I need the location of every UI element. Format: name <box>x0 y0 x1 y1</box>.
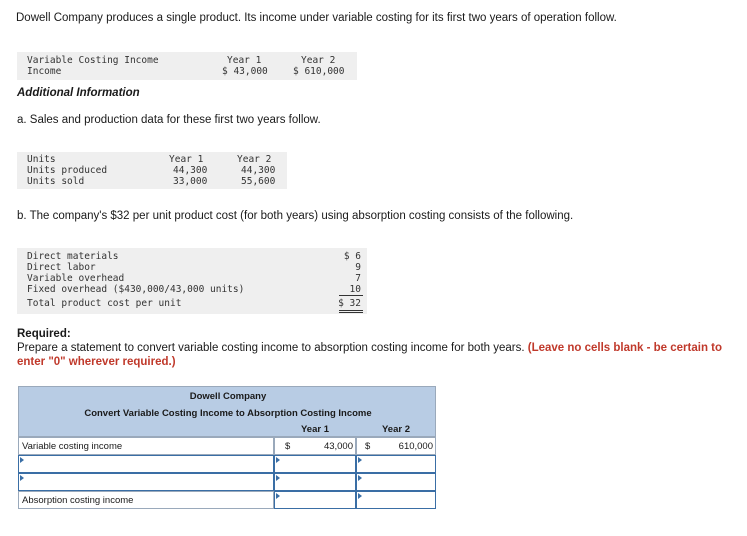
dollar-sign: $ <box>365 441 371 452</box>
absorption-costing-income-label: Absorption costing income <box>22 495 134 506</box>
cost-table <box>17 248 367 314</box>
adjustment-year2-input-1[interactable] <box>356 455 436 473</box>
input-marker-icon <box>276 475 280 481</box>
intro-text: Dowell Company produces a single product. Its income under variable costing for its first two years of operation follow. <box>16 12 617 24</box>
variable-income-year2: 610,000 <box>398 441 433 452</box>
adjustment-year1-input-1[interactable] <box>274 455 356 473</box>
income-header-label: Variable Costing Income <box>27 55 159 66</box>
row1-year1-cell <box>274 437 356 455</box>
adjustment-label-input-2[interactable] <box>18 473 274 491</box>
input-marker-icon <box>358 457 362 463</box>
adjustment-year1-input-2[interactable] <box>274 473 356 491</box>
row1-label-cell <box>18 437 274 455</box>
absorption-income-year2-input[interactable] <box>356 491 436 509</box>
input-marker-icon <box>276 493 280 499</box>
absorption-income-year1-input[interactable] <box>274 491 356 509</box>
dropdown-arrow-icon <box>20 475 24 481</box>
cost-row-label: Direct labor <box>27 262 96 273</box>
adjustment-year2-input-2[interactable] <box>356 473 436 491</box>
part-b-text: b. The company's $32 per unit product cost (for both years) using absorption costing consists of the following. <box>17 210 574 222</box>
units-header-label: Units <box>27 154 56 165</box>
part-a-text: a. Sales and production data for these first two years follow. <box>17 114 321 126</box>
income-year1-value: $ 43,000 <box>222 66 268 77</box>
income-header-year1: Year 1 <box>227 55 262 66</box>
cost-row-label: Variable overhead <box>27 273 125 284</box>
statement-title: Convert Variable Costing Income to Absorption Costing Income <box>84 408 372 419</box>
units-header-year2: Year 2 <box>237 154 272 165</box>
cost-row-value: $ 6 <box>343 251 361 262</box>
input-marker-icon <box>358 475 362 481</box>
required-heading: Required: <box>17 328 71 340</box>
units-produced-year1: 44,300 <box>173 165 208 176</box>
cost-row-label: Fixed overhead ($430,000/43,000 units) <box>27 284 245 295</box>
subtotal-rule <box>339 295 363 296</box>
required-text-block <box>17 341 732 369</box>
input-marker-icon <box>358 493 362 499</box>
income-header-year2: Year 2 <box>301 55 336 66</box>
income-table <box>17 52 357 80</box>
cost-row-value: 7 <box>355 273 361 284</box>
required-note: (Leave no cells blank - be certain to enter "0" wherever required.) <box>17 342 723 368</box>
units-produced-label: Units produced <box>27 165 108 176</box>
units-sold-year2: 55,600 <box>241 176 276 187</box>
column-year2: Year 2 <box>382 424 410 435</box>
total-double-rule <box>339 310 363 313</box>
adjustment-label-input-1[interactable] <box>18 455 274 473</box>
row1-year2-cell <box>356 437 436 455</box>
required-text: Prepare a statement to convert variable costing income to absorption costing income for both years. <box>17 342 525 354</box>
additional-info-heading: Additional Information <box>17 87 140 99</box>
dropdown-arrow-icon <box>20 457 24 463</box>
income-year2-value: $ 610,000 <box>293 66 345 77</box>
company-name: Dowell Company <box>189 391 267 402</box>
cost-row-label: Direct materials <box>27 251 119 262</box>
cost-total-value: $ 32 <box>338 298 361 309</box>
cost-row-value: 10 <box>349 284 361 295</box>
cost-total-label: Total product cost per unit <box>27 298 182 309</box>
cost-row-value: 9 <box>355 262 361 273</box>
units-header-year1: Year 1 <box>169 154 204 165</box>
variable-income-year1: 43,000 <box>323 441 353 452</box>
answer-table-header <box>18 386 436 437</box>
units-sold-label: Units sold <box>27 176 85 187</box>
column-year1: Year 1 <box>301 424 329 435</box>
units-produced-year2: 44,300 <box>241 165 276 176</box>
variable-costing-income-label: Variable costing income <box>22 441 123 452</box>
dollar-sign: $ <box>285 441 291 452</box>
units-table <box>17 152 287 189</box>
income-row-label: Income <box>27 66 62 77</box>
units-sold-year1: 33,000 <box>173 176 208 187</box>
input-marker-icon <box>276 457 280 463</box>
row4-label-cell <box>18 491 274 509</box>
